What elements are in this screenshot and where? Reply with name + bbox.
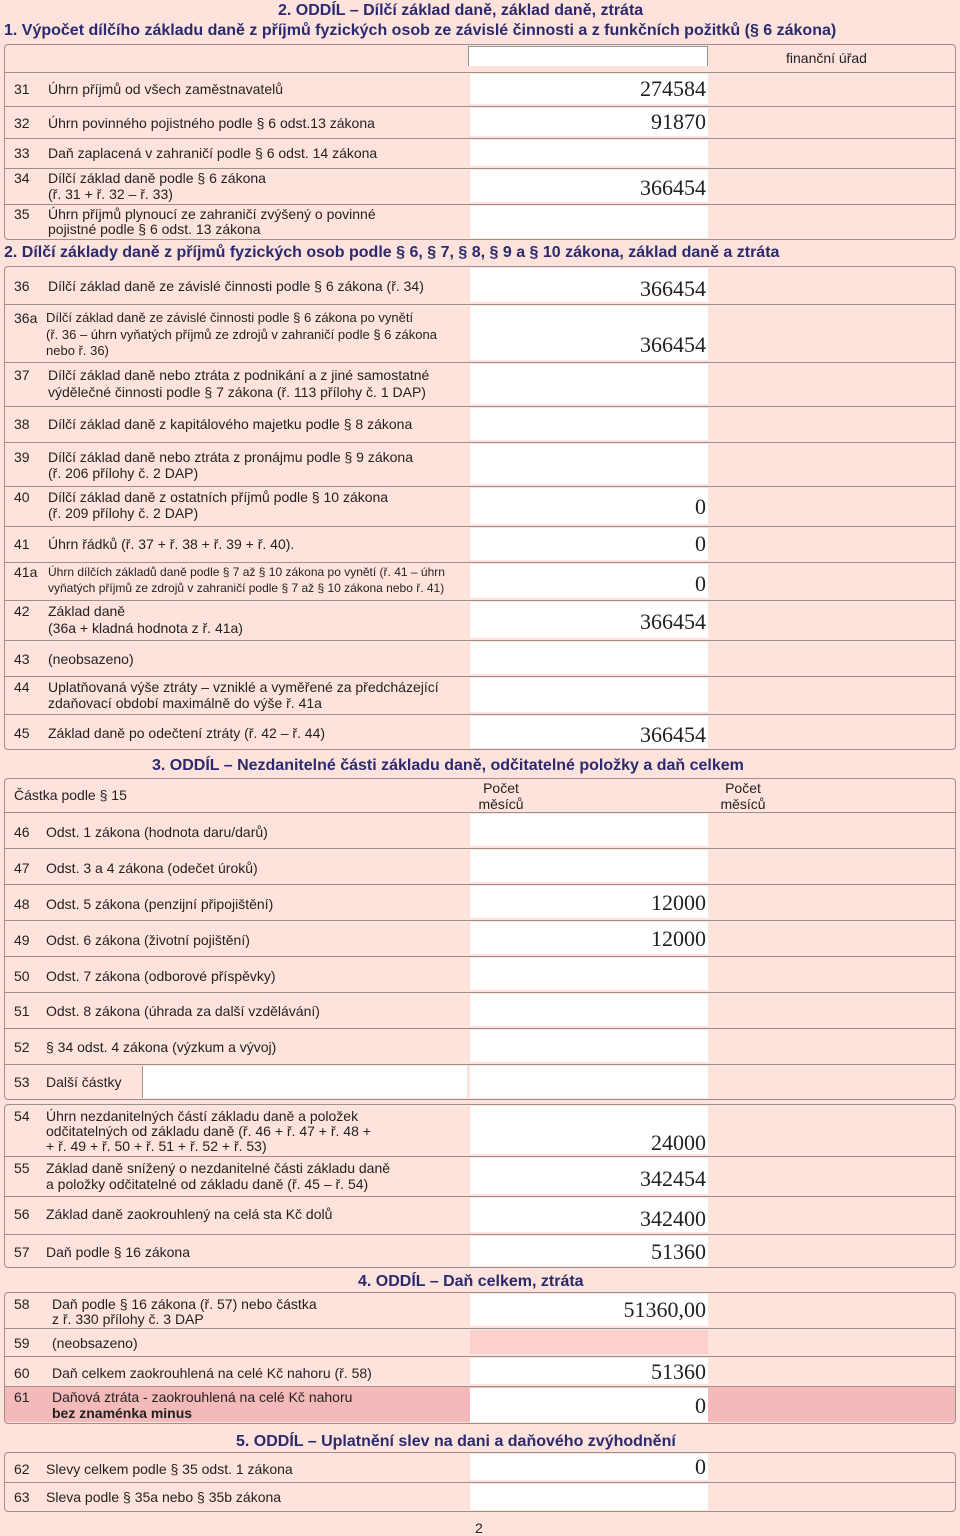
row-39-label: Dílčí základ daně nebo ztráta z pronájmu podle § 9 zákona bbox=[48, 449, 414, 465]
row-63-field[interactable] bbox=[470, 1484, 708, 1510]
row-36a-label: Dílčí základ daně ze závislé činnosti podle § 6 zákona po vynětí bbox=[46, 310, 414, 325]
row-62-label: Slevy celkem podle § 35 odst. 1 zákona bbox=[46, 1461, 293, 1477]
row-60-value: 51360 bbox=[651, 1359, 706, 1384]
row-38-label: Dílčí základ daně z kapitálového majetku podle § 8 zákona bbox=[48, 416, 413, 432]
row-34-label: Dílčí základ daně podle § 6 zákona bbox=[48, 170, 266, 186]
row-34-number: 34 bbox=[14, 170, 30, 186]
row-44-label: Uplatňovaná výše ztráty – vzniklé a vyměřené za předcházející bbox=[48, 679, 439, 695]
row-43-field[interactable] bbox=[470, 642, 708, 674]
page-number: 2 bbox=[475, 1520, 483, 1536]
row-54-value: 24000 bbox=[651, 1130, 706, 1155]
row-41-value: 0 bbox=[695, 531, 706, 556]
row-52-number: 52 bbox=[14, 1039, 30, 1055]
row-42-label-2: (36a + kladná hodnota z ř. 41a) bbox=[48, 620, 243, 636]
row-49-label: Odst. 6 zákona (životní pojištění) bbox=[46, 932, 250, 948]
row-44-label-2: zdaňovací období maximálně do výše ř. 41a bbox=[48, 695, 322, 711]
row-41a-label-2: vyňatých příjmů ze zdrojů v zahraničí podle § 7 až § 10 zákona nebo ř. 41) bbox=[48, 581, 445, 595]
row-57-label: Daň podle § 16 zákona bbox=[46, 1244, 190, 1260]
row-46-label: Odst. 1 zákona (hodnota daru/darů) bbox=[46, 824, 268, 840]
row-59-number: 59 bbox=[14, 1335, 30, 1351]
row-36a-label-3: nebo ř. 36) bbox=[46, 343, 109, 358]
row-55-value: 342454 bbox=[640, 1166, 706, 1191]
row-61-label-2: bez znaménka minus bbox=[52, 1405, 193, 1421]
row-58-label-2: z ř. 330 přílohy č. 3 DAP bbox=[52, 1311, 204, 1327]
row-35-label: Úhrn příjmů plynoucí ze zahraničí zvýšený o povinné bbox=[48, 206, 376, 222]
row-34-value: 366454 bbox=[640, 175, 706, 200]
row-56-label: Základ daně zaokrouhlený na celá sta Kč dolů bbox=[46, 1206, 333, 1222]
row-63-number: 63 bbox=[14, 1489, 30, 1505]
row-58-label: Daň podle § 16 zákona (ř. 57) nebo částka bbox=[52, 1296, 317, 1312]
subsection-2-title: 2. Dílčí základy daně z příjmů fyzických osob podle § 6, § 7, § 8, § 9 a § 10 zákona, základ daně a ztráta bbox=[4, 244, 780, 261]
row-56-number: 56 bbox=[14, 1206, 30, 1222]
row-32-number: 32 bbox=[14, 115, 30, 131]
row-60-label-text: Daň celkem zaokrouhlená na celé Kč nahoru (ř. 58) bbox=[52, 1365, 372, 1381]
row-50-number: 50 bbox=[14, 968, 30, 984]
row-41a-number: 41a bbox=[14, 564, 38, 580]
block-3-header-label: Částka podle § 15 bbox=[14, 787, 127, 803]
row-45-number: 45 bbox=[14, 725, 30, 741]
section-2-title: 2. ODDÍL – Dílčí základ daně, základ daně, ztráta bbox=[278, 2, 644, 19]
row-49-number: 49 bbox=[14, 932, 30, 948]
row-40-value: 0 bbox=[695, 494, 706, 519]
row-53-field[interactable] bbox=[470, 1066, 708, 1098]
row-55-label-2: a položky odčitatelné od základu daně (ř. 45 – ř. 54) bbox=[46, 1176, 369, 1192]
row-33-number: 33 bbox=[14, 145, 30, 161]
row-40-label: Dílčí základ daně z ostatních příjmů podle § 10 zákona bbox=[48, 489, 389, 505]
row-45-value: 366454 bbox=[640, 722, 706, 747]
row-45-label: Základ daně po odečtení ztráty (ř. 42 – ř. 44) bbox=[48, 725, 326, 741]
row-61-label: Daňová ztráta - zaokrouhlená na celé Kč nahoru bbox=[52, 1389, 353, 1405]
subsection-1-title: 1. Výpočet dílčího základu daně z příjmů fyzických osob ze závislé činnosti a z funkčních požitků (§ 6 zákona) bbox=[4, 22, 837, 39]
row-35-label-2: pojistné podle § 6 odst. 13 zákona bbox=[48, 221, 261, 237]
row-60-number: 60 bbox=[14, 1365, 30, 1381]
row-44-number: 44 bbox=[14, 679, 30, 695]
row-52-field[interactable] bbox=[470, 1030, 708, 1062]
row-51-label: Odst. 8 zákona (úhrada za další vzdělávání) bbox=[46, 1003, 320, 1019]
row-52-label: § 34 odst. 4 zákona (výzkum a vývoj) bbox=[46, 1039, 277, 1055]
row-44-field[interactable] bbox=[470, 678, 708, 712]
row-47-field[interactable] bbox=[470, 850, 708, 882]
row-57-number: 57 bbox=[14, 1244, 30, 1260]
row-51-field[interactable] bbox=[470, 994, 708, 1026]
row-39-field[interactable] bbox=[470, 444, 708, 484]
row-50-label: Odst. 7 zákona (odborové příspěvky) bbox=[46, 968, 276, 984]
row-54-label-3: + ř. 49 + ř. 50 + ř. 51 + ř. 52 + ř. 53) bbox=[46, 1138, 267, 1154]
row-41-number: 41 bbox=[14, 536, 30, 552]
row-53-number: 53 bbox=[14, 1074, 30, 1090]
col-office-label: finanční úřad bbox=[786, 50, 867, 66]
row-37-number: 37 bbox=[14, 367, 30, 383]
row-55-label: Základ daně snížený o nezdanitelné části základu daně bbox=[46, 1160, 391, 1176]
month-count-label-2: Počet měsíců bbox=[720, 780, 766, 812]
row-48-number: 48 bbox=[14, 896, 30, 912]
row-36-value: 366454 bbox=[640, 276, 706, 301]
row-47-label: Odst. 3 a 4 zákona (odečet úroků) bbox=[46, 860, 258, 876]
row-38-number: 38 bbox=[14, 416, 30, 432]
row-47-number: 47 bbox=[14, 860, 30, 876]
row-46-number: 46 bbox=[14, 824, 30, 840]
row-59-field bbox=[470, 1330, 708, 1354]
row-58-number: 58 bbox=[14, 1296, 30, 1312]
month-count-label-1: Počet měsíců bbox=[478, 780, 524, 812]
row-48-value: 12000 bbox=[651, 890, 706, 915]
row-39-number: 39 bbox=[14, 449, 30, 465]
row-40-field[interactable] bbox=[470, 488, 708, 524]
row-53-desc-field[interactable] bbox=[142, 1066, 467, 1098]
row-36a-value: 366454 bbox=[640, 332, 706, 357]
row-36-number: 36 bbox=[14, 278, 30, 294]
row-51-number: 51 bbox=[14, 1003, 30, 1019]
row-54-number: 54 bbox=[14, 1108, 30, 1124]
row-43-label: (neobsazeno) bbox=[48, 651, 134, 667]
row-48-label: Odst. 5 zákona (penzijní připojištění) bbox=[46, 896, 274, 912]
row-62-field[interactable] bbox=[470, 1454, 708, 1480]
row-43-number: 43 bbox=[14, 651, 30, 667]
row-40-label-2: (ř. 209 přílohy č. 2 DAP) bbox=[48, 505, 199, 521]
row-42-number: 42 bbox=[14, 603, 30, 619]
row-37-label-2: výdělečné činnosti podle § 7 zákona (ř. 113 přílohy č. 1 DAP) bbox=[48, 384, 426, 400]
row-37-label: Dílčí základ daně nebo ztráta z podnikání a z jiné samostatné bbox=[48, 367, 430, 383]
row-36a-number: 36a bbox=[14, 310, 38, 326]
row-55-number: 55 bbox=[14, 1160, 30, 1176]
row-59-label: (neobsazeno) bbox=[52, 1335, 138, 1351]
section-5-title: 5. ODDÍL – Uplatnění slev na dani a daňového zvýhodnění bbox=[236, 1433, 676, 1450]
row-41a-value: 0 bbox=[695, 571, 706, 596]
row-53-label: Další částky bbox=[46, 1074, 122, 1090]
row-63-label: Sleva podle § 35a nebo § 35b zákona bbox=[46, 1489, 282, 1505]
section-3-title: 3. ODDÍL – Nezdanitelné části základu daně, odčitatelné položky a daň celkem bbox=[152, 757, 744, 774]
row-41a-field[interactable] bbox=[470, 564, 708, 598]
row-61-value: 0 bbox=[695, 1393, 706, 1418]
row-34-label-2: (ř. 31 + ř. 32 – ř. 33) bbox=[48, 186, 173, 202]
row-54-label-2: odčitatelných od základu daně (ř. 46 + ř. 47 + ř. 48 + bbox=[46, 1123, 371, 1139]
row-42-label: Základ daně bbox=[48, 603, 126, 619]
row-31-label: Úhrn příjmů od všech zaměstnavatelů bbox=[48, 81, 283, 97]
row-40-number: 40 bbox=[14, 489, 30, 505]
row-54-label: Úhrn nezdanitelných částí základu daně a položek bbox=[46, 1108, 359, 1124]
row-58-value: 51360,00 bbox=[623, 1297, 706, 1322]
row-41-label: Úhrn řádků (ř. 37 + ř. 38 + ř. 39 + ř. 40). bbox=[48, 536, 295, 552]
row-46-field[interactable] bbox=[470, 814, 708, 846]
row-50-field[interactable] bbox=[470, 958, 708, 990]
row-41a-label: Úhrn dílčích základů daně podle § 7 až § 10 zákona po vynětí (ř. 41 – úhrn bbox=[48, 565, 445, 579]
row-31-number: 31 bbox=[14, 81, 30, 97]
row-61-field[interactable] bbox=[470, 1388, 708, 1422]
row-32-label: Úhrn povinného pojistného podle § 6 odst.13 zákona bbox=[48, 115, 375, 131]
row-61-number: 61 bbox=[14, 1389, 30, 1405]
row-36a-label-2: (ř. 36 – úhrn vyňatých příjmů ze zdrojů v zahraničí podle § 6 zákona bbox=[46, 327, 437, 342]
row-35-number: 35 bbox=[14, 206, 30, 222]
row-33-field[interactable] bbox=[470, 140, 708, 166]
row-38-field[interactable] bbox=[470, 408, 708, 440]
row-41-field[interactable] bbox=[470, 528, 708, 560]
row-60-label bbox=[52, 1365, 372, 1381]
row-36-label: Dílčí základ daně ze závislé činnosti podle § 6 zákona (ř. 34) bbox=[48, 278, 424, 294]
row-31-value: 274584 bbox=[640, 76, 706, 101]
row-37-field[interactable] bbox=[470, 364, 708, 404]
row-62-number: 62 bbox=[14, 1461, 30, 1477]
row-33-label: Daň zaplacená v zahraničí podle § 6 odst. 14 zákona bbox=[48, 145, 378, 161]
row-35-field[interactable] bbox=[470, 206, 708, 238]
row-39-label-2: (ř. 206 přílohy č. 2 DAP) bbox=[48, 465, 199, 481]
row-32-value: 91870 bbox=[651, 109, 706, 134]
row-57-value: 51360 bbox=[651, 1239, 706, 1264]
row-42-value: 366454 bbox=[640, 609, 706, 634]
row-49-value: 12000 bbox=[651, 926, 706, 951]
section-4-title: 4. ODDÍL – Daň celkem, ztráta bbox=[358, 1273, 584, 1290]
row-62-value: 0 bbox=[695, 1454, 706, 1479]
row-56-value: 342400 bbox=[640, 1206, 706, 1231]
